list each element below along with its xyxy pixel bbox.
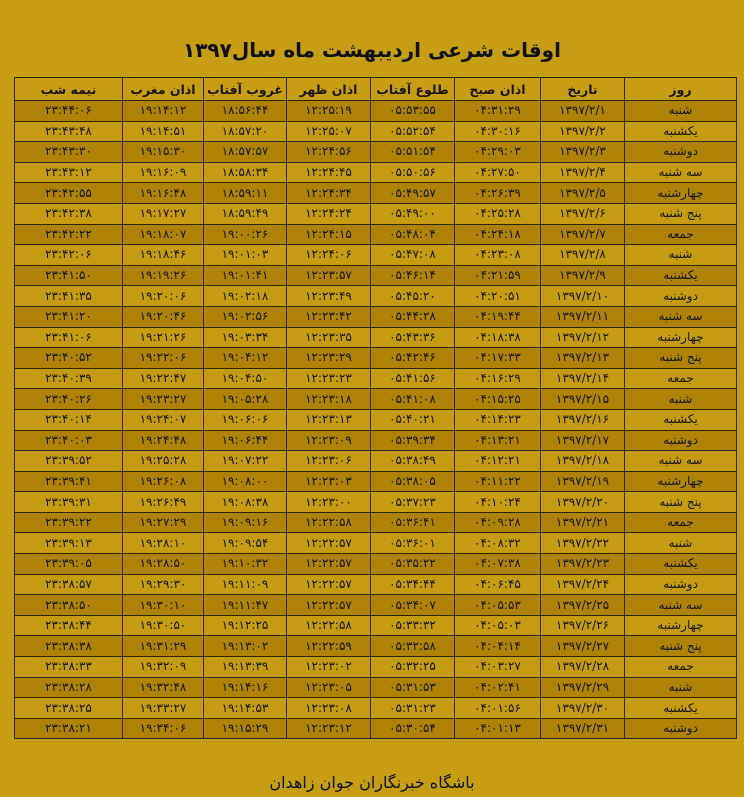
day-cell: شنبه — [625, 533, 737, 554]
sunrise-cell: ۰۵:۴۴:۲۸ — [371, 306, 455, 327]
sunset-cell: ۱۹:۰۱:۰۳ — [204, 245, 287, 266]
header-date: تاریخ — [541, 78, 625, 101]
dhuhr-cell: ۱۲:۲۳:۰۵ — [287, 677, 371, 698]
table-row — [15, 677, 737, 698]
fajr-cell: ۰۴:۱۳:۲۱ — [455, 430, 541, 451]
sunset-cell: ۱۹:۰۵:۲۸ — [204, 389, 287, 410]
midnight-cell: ۲۳:۳۸:۵۰ — [15, 595, 123, 616]
sunrise-cell: ۰۵:۳۹:۳۴ — [371, 430, 455, 451]
maghrib-cell: ۱۹:۲۲:۰۶ — [123, 348, 204, 369]
day-cell: جمعه — [625, 368, 737, 389]
day-cell: یکشنبه — [625, 121, 737, 142]
maghrib-cell: ۱۹:۳۲:۴۸ — [123, 677, 204, 698]
dhuhr-cell: ۱۲:۲۳:۰۰ — [287, 492, 371, 513]
maghrib-cell: ۱۹:۱۵:۳۰ — [123, 142, 204, 163]
date-cell: ۱۳۹۷/۲/۶ — [541, 203, 625, 224]
midnight-cell: ۲۳:۴۲:۲۲ — [15, 224, 123, 245]
sunrise-cell: ۰۵:۳۴:۰۷ — [371, 595, 455, 616]
dhuhr-cell: ۱۲:۲۴:۱۵ — [287, 224, 371, 245]
midnight-cell: ۲۳:۳۹:۱۳ — [15, 533, 123, 554]
sunset-cell: ۱۹:۱۴:۵۳ — [204, 698, 287, 719]
maghrib-cell: ۱۹:۳۳:۲۷ — [123, 698, 204, 719]
sunrise-cell: ۰۵:۵۳:۵۵ — [371, 101, 455, 122]
sunrise-cell: ۰۵:۳۰:۵۴ — [371, 718, 455, 739]
dhuhr-cell: ۱۲:۲۳:۰۲ — [287, 657, 371, 678]
maghrib-cell: ۱۹:۲۲:۴۷ — [123, 368, 204, 389]
table-row — [15, 512, 737, 533]
sunrise-cell: ۰۵:۳۲:۵۸ — [371, 636, 455, 657]
dhuhr-cell: ۱۲:۲۲:۵۸ — [287, 512, 371, 533]
sunset-cell: ۱۹:۰۴:۵۰ — [204, 368, 287, 389]
day-cell: دوشنبه — [625, 430, 737, 451]
sunset-cell: ۱۹:۰۹:۵۴ — [204, 533, 287, 554]
date-cell: ۱۳۹۷/۲/۲۲ — [541, 533, 625, 554]
fajr-cell: ۰۴:۰۸:۳۲ — [455, 533, 541, 554]
maghrib-cell: ۱۹:۳۴:۰۶ — [123, 718, 204, 739]
day-cell: پنج شنبه — [625, 636, 737, 657]
table-row — [15, 348, 737, 369]
maghrib-cell: ۱۹:۲۳:۲۷ — [123, 389, 204, 410]
midnight-cell: ۲۳:۴۰:۰۳ — [15, 430, 123, 451]
maghrib-cell: ۱۹:۲۹:۳۰ — [123, 574, 204, 595]
sunset-cell: ۱۹:۱۴:۱۶ — [204, 677, 287, 698]
header-sunset: غروب آفتاب — [204, 78, 287, 101]
sunset-cell: ۱۸:۵۷:۵۷ — [204, 142, 287, 163]
table-row — [15, 286, 737, 307]
table-row — [15, 368, 737, 389]
header-maghrib: اذان مغرب — [123, 78, 204, 101]
maghrib-cell: ۱۹:۲۰:۰۶ — [123, 286, 204, 307]
sunrise-cell: ۰۵:۴۱:۵۶ — [371, 368, 455, 389]
prayer-times-table — [14, 77, 737, 739]
day-cell: یکشنبه — [625, 698, 737, 719]
date-cell: ۱۳۹۷/۲/۱۵ — [541, 389, 625, 410]
maghrib-cell: ۱۹:۲۴:۰۷ — [123, 409, 204, 430]
sunset-cell: ۱۹:۰۸:۰۰ — [204, 471, 287, 492]
sunset-cell: ۱۸:۵۶:۴۴ — [204, 101, 287, 122]
sunset-cell: ۱۹:۰۸:۳۸ — [204, 492, 287, 513]
table-row — [15, 389, 737, 410]
dhuhr-cell: ۱۲:۲۲:۵۸ — [287, 615, 371, 636]
sunrise-cell: ۰۵:۳۳:۳۲ — [371, 615, 455, 636]
table-row — [15, 533, 737, 554]
midnight-cell: ۲۳:۴۴:۰۶ — [15, 101, 123, 122]
dhuhr-cell: ۱۲:۲۴:۲۴ — [287, 203, 371, 224]
maghrib-cell: ۱۹:۱۶:۴۸ — [123, 183, 204, 204]
fajr-cell: ۰۴:۱۸:۳۸ — [455, 327, 541, 348]
midnight-cell: ۲۳:۴۱:۰۶ — [15, 327, 123, 348]
dhuhr-cell: ۱۲:۲۵:۰۷ — [287, 121, 371, 142]
midnight-cell: ۲۳:۳۹:۵۲ — [15, 451, 123, 472]
sunrise-cell: ۰۵:۳۸:۴۹ — [371, 451, 455, 472]
table-row — [15, 657, 737, 678]
sunrise-cell: ۰۵:۴۷:۰۸ — [371, 245, 455, 266]
dhuhr-cell: ۱۲:۲۵:۱۹ — [287, 101, 371, 122]
header-day: روز — [625, 78, 737, 101]
sunset-cell: ۱۹:۰۶:۰۶ — [204, 409, 287, 430]
sunrise-cell: ۰۵:۴۹:۵۷ — [371, 183, 455, 204]
table-row — [15, 203, 737, 224]
header-midnight: نیمه شب — [15, 78, 123, 101]
dhuhr-cell: ۱۲:۲۴:۳۴ — [287, 183, 371, 204]
fajr-cell: ۰۴:۱۹:۴۴ — [455, 306, 541, 327]
sunrise-cell: ۰۵:۵۲:۵۴ — [371, 121, 455, 142]
maghrib-cell: ۱۹:۳۲:۰۹ — [123, 657, 204, 678]
table-row — [15, 265, 737, 286]
table-row — [15, 492, 737, 513]
sunset-cell: ۱۸:۵۷:۲۰ — [204, 121, 287, 142]
date-cell: ۱۳۹۷/۲/۲ — [541, 121, 625, 142]
day-cell: چهارشنبه — [625, 327, 737, 348]
day-cell: یکشنبه — [625, 554, 737, 575]
sunset-cell: ۱۹:۰۰:۲۶ — [204, 224, 287, 245]
maghrib-cell: ۱۹:۱۹:۲۶ — [123, 265, 204, 286]
fajr-cell: ۰۴:۱۱:۲۲ — [455, 471, 541, 492]
date-cell: ۱۳۹۷/۲/۴ — [541, 162, 625, 183]
maghrib-cell: ۱۹:۲۶:۴۹ — [123, 492, 204, 513]
fajr-cell: ۰۴:۲۴:۱۸ — [455, 224, 541, 245]
midnight-cell: ۲۳:۴۳:۳۰ — [15, 142, 123, 163]
midnight-cell: ۲۳:۳۹:۲۲ — [15, 512, 123, 533]
sunset-cell: ۱۹:۰۴:۱۲ — [204, 348, 287, 369]
midnight-cell: ۲۳:۳۸:۵۷ — [15, 574, 123, 595]
dhuhr-cell: ۱۲:۲۳:۵۷ — [287, 265, 371, 286]
table-row — [15, 698, 737, 719]
dhuhr-cell: ۱۲:۲۲:۵۹ — [287, 636, 371, 657]
date-cell: ۱۳۹۷/۲/۷ — [541, 224, 625, 245]
maghrib-cell: ۱۹:۱۷:۲۷ — [123, 203, 204, 224]
day-cell: جمعه — [625, 657, 737, 678]
dhuhr-cell: ۱۲:۲۳:۲۳ — [287, 368, 371, 389]
sunset-cell: ۱۹:۰۳:۳۴ — [204, 327, 287, 348]
table-row — [15, 101, 737, 122]
dhuhr-cell: ۱۲:۲۳:۴۹ — [287, 286, 371, 307]
day-cell: شنبه — [625, 245, 737, 266]
day-cell: جمعه — [625, 512, 737, 533]
maghrib-cell: ۱۹:۲۵:۲۸ — [123, 451, 204, 472]
table-row — [15, 615, 737, 636]
maghrib-cell: ۱۹:۱۴:۵۱ — [123, 121, 204, 142]
date-cell: ۱۳۹۷/۲/۱۹ — [541, 471, 625, 492]
maghrib-cell: ۱۹:۲۰:۴۶ — [123, 306, 204, 327]
day-cell: دوشنبه — [625, 718, 737, 739]
maghrib-cell: ۱۹:۳۰:۵۰ — [123, 615, 204, 636]
date-cell: ۱۳۹۷/۲/۱۰ — [541, 286, 625, 307]
midnight-cell: ۲۳:۳۸:۳۸ — [15, 636, 123, 657]
day-cell: شنبه — [625, 101, 737, 122]
midnight-cell: ۲۳:۴۰:۳۹ — [15, 368, 123, 389]
sunrise-cell: ۰۵:۳۶:۴۱ — [371, 512, 455, 533]
table-row — [15, 327, 737, 348]
fajr-cell: ۰۴:۳۰:۱۶ — [455, 121, 541, 142]
fajr-cell: ۰۴:۲۵:۲۸ — [455, 203, 541, 224]
fajr-cell: ۰۴:۱۷:۳۳ — [455, 348, 541, 369]
date-cell: ۱۳۹۷/۲/۸ — [541, 245, 625, 266]
sunset-cell: ۱۹:۱۵:۲۹ — [204, 718, 287, 739]
date-cell: ۱۳۹۷/۲/۲۷ — [541, 636, 625, 657]
maghrib-cell: ۱۹:۲۱:۲۶ — [123, 327, 204, 348]
dhuhr-cell: ۱۲:۲۳:۱۸ — [287, 389, 371, 410]
fajr-cell: ۰۴:۰۶:۴۵ — [455, 574, 541, 595]
maghrib-cell: ۱۹:۱۸:۴۶ — [123, 245, 204, 266]
header-sunrise: طلوع آفتاب — [371, 78, 455, 101]
fajr-cell: ۰۴:۲۹:۰۳ — [455, 142, 541, 163]
date-cell: ۱۳۹۷/۲/۲۶ — [541, 615, 625, 636]
day-cell: چهارشنبه — [625, 615, 737, 636]
sunrise-cell: ۰۵:۳۱:۵۳ — [371, 677, 455, 698]
header-dhuhr: اذان ظهر — [287, 78, 371, 101]
sunset-cell: ۱۹:۱۰:۳۲ — [204, 554, 287, 575]
sunset-cell: ۱۸:۵۹:۱۱ — [204, 183, 287, 204]
date-cell: ۱۳۹۷/۲/۲۸ — [541, 657, 625, 678]
table-row — [15, 224, 737, 245]
day-cell: یکشنبه — [625, 409, 737, 430]
midnight-cell: ۲۳:۳۸:۲۸ — [15, 677, 123, 698]
maghrib-cell: ۱۹:۲۴:۴۸ — [123, 430, 204, 451]
table-row — [15, 471, 737, 492]
sunset-cell: ۱۹:۱۱:۴۷ — [204, 595, 287, 616]
midnight-cell: ۲۳:۴۱:۲۰ — [15, 306, 123, 327]
dhuhr-cell: ۱۲:۲۳:۲۹ — [287, 348, 371, 369]
table-row — [15, 451, 737, 472]
day-cell: چهارشنبه — [625, 183, 737, 204]
sunrise-cell: ۰۵:۵۰:۵۶ — [371, 162, 455, 183]
date-cell: ۱۳۹۷/۲/۲۹ — [541, 677, 625, 698]
dhuhr-cell: ۱۲:۲۲:۵۷ — [287, 533, 371, 554]
sunset-cell: ۱۸:۵۹:۴۹ — [204, 203, 287, 224]
fajr-cell: ۰۴:۰۱:۱۳ — [455, 718, 541, 739]
dhuhr-cell: ۱۲:۲۴:۴۵ — [287, 162, 371, 183]
dhuhr-cell: ۱۲:۲۳:۰۳ — [287, 471, 371, 492]
table-row — [15, 718, 737, 739]
fajr-cell: ۰۴:۱۲:۲۱ — [455, 451, 541, 472]
sunrise-cell: ۰۵:۳۱:۲۳ — [371, 698, 455, 719]
sunset-cell: ۱۹:۱۲:۲۵ — [204, 615, 287, 636]
table-row — [15, 636, 737, 657]
fajr-cell: ۰۴:۰۹:۲۸ — [455, 512, 541, 533]
table-row — [15, 245, 737, 266]
fajr-cell: ۰۴:۲۱:۵۹ — [455, 265, 541, 286]
maghrib-cell: ۱۹:۱۶:۰۹ — [123, 162, 204, 183]
maghrib-cell: ۱۹:۳۰:۱۰ — [123, 595, 204, 616]
day-cell: دوشنبه — [625, 286, 737, 307]
sunrise-cell: ۰۵:۴۳:۳۶ — [371, 327, 455, 348]
day-cell: سه شنبه — [625, 595, 737, 616]
day-cell: سه شنبه — [625, 451, 737, 472]
sunset-cell: ۱۹:۰۲:۱۸ — [204, 286, 287, 307]
sunrise-cell: ۰۵:۴۲:۴۶ — [371, 348, 455, 369]
sunrise-cell: ۰۵:۴۶:۱۴ — [371, 265, 455, 286]
day-cell: سه شنبه — [625, 162, 737, 183]
header-row — [15, 78, 737, 101]
day-cell: دوشنبه — [625, 574, 737, 595]
date-cell: ۱۳۹۷/۲/۲۱ — [541, 512, 625, 533]
date-cell: ۱۳۹۷/۲/۱۴ — [541, 368, 625, 389]
maghrib-cell: ۱۹:۲۶:۰۸ — [123, 471, 204, 492]
midnight-cell: ۲۳:۳۹:۳۱ — [15, 492, 123, 513]
midnight-cell: ۲۳:۴۲:۰۶ — [15, 245, 123, 266]
day-cell: چهارشنبه — [625, 471, 737, 492]
sunset-cell: ۱۹:۰۹:۱۶ — [204, 512, 287, 533]
table-row — [15, 306, 737, 327]
dhuhr-cell: ۱۲:۲۳:۰۹ — [287, 430, 371, 451]
day-cell: یکشنبه — [625, 265, 737, 286]
date-cell: ۱۳۹۷/۲/۱ — [541, 101, 625, 122]
midnight-cell: ۲۳:۴۰:۵۲ — [15, 348, 123, 369]
midnight-cell: ۲۳:۳۸:۲۵ — [15, 698, 123, 719]
dhuhr-cell: ۱۲:۲۴:۰۶ — [287, 245, 371, 266]
dhuhr-cell: ۱۲:۲۳:۳۵ — [287, 327, 371, 348]
sunset-cell: ۱۹:۰۷:۲۲ — [204, 451, 287, 472]
midnight-cell: ۲۳:۳۸:۲۱ — [15, 718, 123, 739]
sunrise-cell: ۰۵:۳۸:۰۵ — [371, 471, 455, 492]
date-cell: ۱۳۹۷/۲/۳۱ — [541, 718, 625, 739]
table-row — [15, 183, 737, 204]
sunrise-cell: ۰۵:۴۵:۲۰ — [371, 286, 455, 307]
midnight-cell: ۲۳:۳۹:۰۵ — [15, 554, 123, 575]
midnight-cell: ۲۳:۴۱:۳۵ — [15, 286, 123, 307]
dhuhr-cell: ۱۲:۲۲:۵۷ — [287, 574, 371, 595]
table-row — [15, 121, 737, 142]
midnight-cell: ۲۳:۳۸:۴۴ — [15, 615, 123, 636]
fajr-cell: ۰۴:۰۷:۳۸ — [455, 554, 541, 575]
maghrib-cell: ۱۹:۲۸:۵۰ — [123, 554, 204, 575]
date-cell: ۱۳۹۷/۲/۱۶ — [541, 409, 625, 430]
dhuhr-cell: ۱۲:۲۳:۰۶ — [287, 451, 371, 472]
table-row — [15, 574, 737, 595]
sunset-cell: ۱۹:۱۱:۰۹ — [204, 574, 287, 595]
date-cell: ۱۳۹۷/۲/۲۰ — [541, 492, 625, 513]
fajr-cell: ۰۴:۱۵:۲۵ — [455, 389, 541, 410]
date-cell: ۱۳۹۷/۲/۲۳ — [541, 554, 625, 575]
dhuhr-cell: ۱۲:۲۲:۵۷ — [287, 595, 371, 616]
sunrise-cell: ۰۵:۳۲:۲۵ — [371, 657, 455, 678]
date-cell: ۱۳۹۷/۲/۳ — [541, 142, 625, 163]
sunrise-cell: ۰۵:۴۱:۰۸ — [371, 389, 455, 410]
midnight-cell: ۲۳:۳۸:۳۳ — [15, 657, 123, 678]
date-cell: ۱۳۹۷/۲/۹ — [541, 265, 625, 286]
fajr-cell: ۰۴:۱۰:۲۴ — [455, 492, 541, 513]
midnight-cell: ۲۳:۴۱:۵۰ — [15, 265, 123, 286]
day-cell: سه شنبه — [625, 306, 737, 327]
fajr-cell: ۰۴:۳۱:۲۹ — [455, 101, 541, 122]
fajr-cell: ۰۴:۰۵:۰۳ — [455, 615, 541, 636]
midnight-cell: ۲۳:۴۲:۳۸ — [15, 203, 123, 224]
fajr-cell: ۰۴:۱۴:۲۳ — [455, 409, 541, 430]
table-row — [15, 554, 737, 575]
table-row — [15, 409, 737, 430]
date-cell: ۱۳۹۷/۲/۲۵ — [541, 595, 625, 616]
table-row — [15, 430, 737, 451]
midnight-cell: ۲۳:۴۳:۱۲ — [15, 162, 123, 183]
day-cell: پنج شنبه — [625, 492, 737, 513]
sunset-cell: ۱۹:۰۱:۴۱ — [204, 265, 287, 286]
table-row — [15, 595, 737, 616]
fajr-cell: ۰۴:۰۴:۱۴ — [455, 636, 541, 657]
midnight-cell: ۲۳:۴۰:۲۶ — [15, 389, 123, 410]
dhuhr-cell: ۱۲:۲۳:۱۳ — [287, 409, 371, 430]
table-body — [15, 101, 737, 739]
midnight-cell: ۲۳:۴۲:۵۵ — [15, 183, 123, 204]
page-title: اوقات شرعی اردیبهشت ماه سال۱۳۹۷ — [183, 38, 561, 62]
sunrise-cell: ۰۵:۳۶:۰۱ — [371, 533, 455, 554]
date-cell: ۱۳۹۷/۲/۱۳ — [541, 348, 625, 369]
sunrise-cell: ۰۵:۴۰:۲۱ — [371, 409, 455, 430]
footer-credit: باشگاه خبرنگاران جوان زاهدان — [269, 773, 475, 792]
fajr-cell: ۰۴:۰۳:۲۷ — [455, 657, 541, 678]
table-row — [15, 162, 737, 183]
day-cell: جمعه — [625, 224, 737, 245]
day-cell: پنج شنبه — [625, 203, 737, 224]
sunrise-cell: ۰۵:۳۷:۲۳ — [371, 492, 455, 513]
midnight-cell: ۲۳:۴۰:۱۴ — [15, 409, 123, 430]
day-cell: دوشنبه — [625, 142, 737, 163]
sunset-cell: ۱۹:۰۶:۴۴ — [204, 430, 287, 451]
sunrise-cell: ۰۵:۵۱:۵۴ — [371, 142, 455, 163]
table-row — [15, 142, 737, 163]
midnight-cell: ۲۳:۴۳:۴۸ — [15, 121, 123, 142]
fajr-cell: ۰۴:۲۰:۵۱ — [455, 286, 541, 307]
sunrise-cell: ۰۵:۳۵:۲۲ — [371, 554, 455, 575]
maghrib-cell: ۱۹:۱۴:۱۲ — [123, 101, 204, 122]
date-cell: ۱۳۹۷/۲/۱۲ — [541, 327, 625, 348]
dhuhr-cell: ۱۲:۲۴:۵۶ — [287, 142, 371, 163]
day-cell: پنج شنبه — [625, 348, 737, 369]
dhuhr-cell: ۱۲:۲۳:۴۲ — [287, 306, 371, 327]
date-cell: ۱۳۹۷/۲/۳۰ — [541, 698, 625, 719]
table-header — [15, 78, 737, 101]
day-cell: شنبه — [625, 389, 737, 410]
maghrib-cell: ۱۹:۲۸:۱۰ — [123, 533, 204, 554]
fajr-cell: ۰۴:۰۱:۵۶ — [455, 698, 541, 719]
date-cell: ۱۳۹۷/۲/۱۸ — [541, 451, 625, 472]
date-cell: ۱۳۹۷/۲/۲۴ — [541, 574, 625, 595]
fajr-cell: ۰۴:۰۲:۴۱ — [455, 677, 541, 698]
maghrib-cell: ۱۹:۲۷:۲۹ — [123, 512, 204, 533]
fajr-cell: ۰۴:۲۷:۵۰ — [455, 162, 541, 183]
dhuhr-cell: ۱۲:۲۳:۰۸ — [287, 698, 371, 719]
sunset-cell: ۱۹:۱۳:۰۲ — [204, 636, 287, 657]
sunset-cell: ۱۹:۰۲:۵۶ — [204, 306, 287, 327]
date-cell: ۱۳۹۷/۲/۱۷ — [541, 430, 625, 451]
day-cell: شنبه — [625, 677, 737, 698]
fajr-cell: ۰۴:۲۶:۳۹ — [455, 183, 541, 204]
dhuhr-cell: ۱۲:۲۳:۱۲ — [287, 718, 371, 739]
maghrib-cell: ۱۹:۱۸:۰۷ — [123, 224, 204, 245]
dhuhr-cell: ۱۲:۲۲:۵۷ — [287, 554, 371, 575]
date-cell: ۱۳۹۷/۲/۱۱ — [541, 306, 625, 327]
sunrise-cell: ۰۵:۴۹:۰۰ — [371, 203, 455, 224]
sunrise-cell: ۰۵:۳۴:۴۴ — [371, 574, 455, 595]
fajr-cell: ۰۴:۱۶:۲۹ — [455, 368, 541, 389]
fajr-cell: ۰۴:۲۳:۰۸ — [455, 245, 541, 266]
sunset-cell: ۱۸:۵۸:۳۴ — [204, 162, 287, 183]
header-fajr: اذان صبح — [455, 78, 541, 101]
sunrise-cell: ۰۵:۴۸:۰۴ — [371, 224, 455, 245]
fajr-cell: ۰۴:۰۵:۵۳ — [455, 595, 541, 616]
midnight-cell: ۲۳:۳۹:۴۱ — [15, 471, 123, 492]
maghrib-cell: ۱۹:۳۱:۲۹ — [123, 636, 204, 657]
sunset-cell: ۱۹:۱۳:۳۹ — [204, 657, 287, 678]
date-cell: ۱۳۹۷/۲/۵ — [541, 183, 625, 204]
